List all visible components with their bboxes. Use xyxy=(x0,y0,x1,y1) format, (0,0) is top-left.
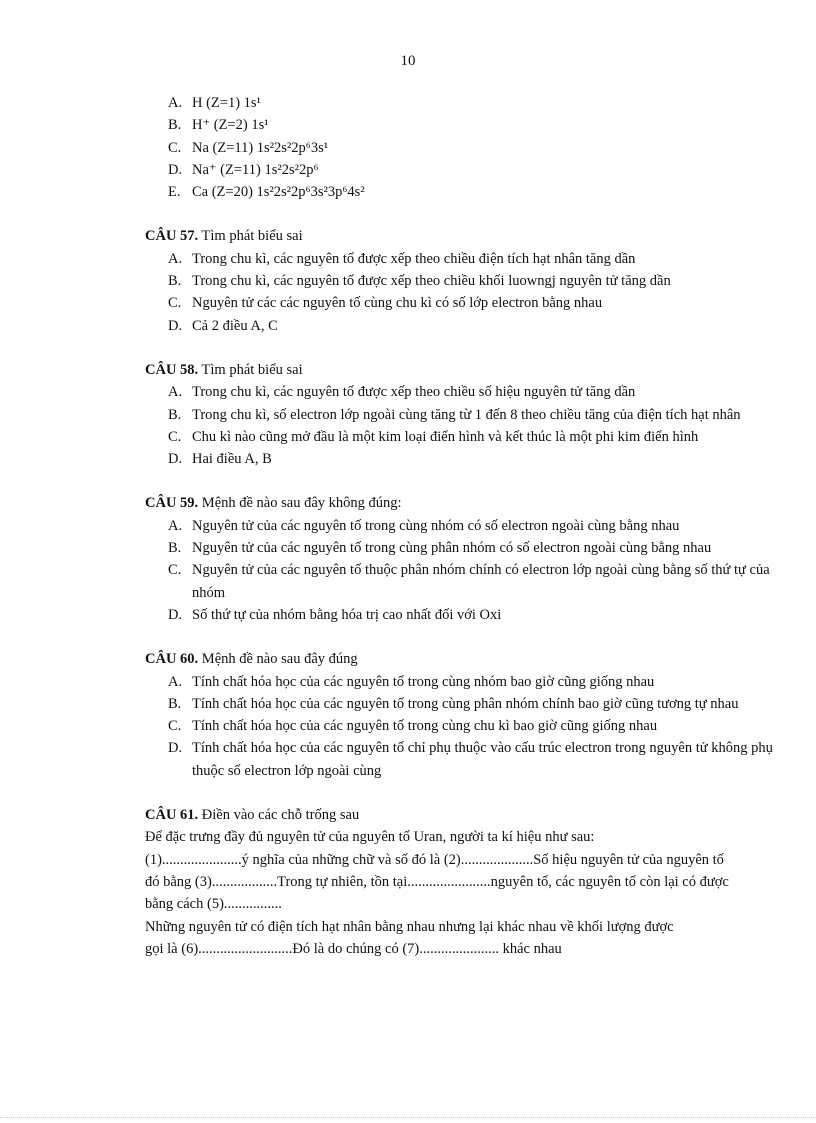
option-letter: A. xyxy=(168,95,183,111)
fill-in-line: gọi là (6)..........................Đó là do chúng có (7)...................... khác nhau xyxy=(145,940,562,957)
question-prompt: Điền vào các chỗ trống sau xyxy=(201,807,360,824)
option-text: Trong chu kì, các nguyên tố được xếp theo chiều điện tích hạt nhân tăng dần xyxy=(192,250,636,267)
option-letter: A. xyxy=(168,384,183,401)
option-text: H (Z=1) 1s¹ xyxy=(192,95,261,111)
option-text: Na⁺ (Z=11) 1s²2s²2p⁶ xyxy=(192,161,319,178)
question-prompt: Mệnh đề nào sau đây đúng xyxy=(201,651,358,668)
fill-in-line: (1)......................ý nghĩa của những chữ và số đó là (2)....................Số hiệu nguyên tử của nguyên tố xyxy=(145,851,724,868)
question-label: CÂU 60. xyxy=(145,651,199,668)
option-text: Tính chất hóa học của các nguyên tố trong cùng nhóm bao giờ cũng giống nhau xyxy=(192,673,655,690)
option-text: Na (Z=11) 1s²2s²2p⁶3s¹ xyxy=(192,139,329,156)
question-57 xyxy=(145,225,775,336)
option-d xyxy=(145,159,775,181)
question-prompt: Tìm phát biểu sai xyxy=(201,228,303,245)
option-letter: B. xyxy=(168,695,182,712)
option-b xyxy=(145,537,775,559)
question-59 xyxy=(145,492,775,626)
option-c xyxy=(145,715,775,737)
question-heading xyxy=(145,804,775,826)
option-b xyxy=(145,114,775,136)
option-b xyxy=(145,693,775,715)
option-text: Tính chất hóa học của các nguyên tố trong cùng phân nhóm chính bao giờ cũng tương tự nhau xyxy=(192,695,739,712)
option-letter: A. xyxy=(168,673,183,690)
option-a xyxy=(145,515,775,537)
option-letter: B. xyxy=(168,117,182,134)
fill-in-line: Để đặc trưng đầy đủ nguyên tử của nguyên tố Uran, người ta kí hiệu như sau: xyxy=(145,829,595,846)
option-letter: A. xyxy=(168,250,183,267)
option-c xyxy=(145,426,775,448)
option-text: Hai điều A, B xyxy=(192,451,272,468)
option-text: Cả 2 điều A, C xyxy=(192,317,278,334)
question-61 xyxy=(145,804,775,960)
option-text: Số thứ tự của nhóm bằng hóa trị cao nhất đối với Oxi xyxy=(192,606,502,623)
option-letter: B. xyxy=(168,406,182,423)
option-letter: C. xyxy=(168,295,182,312)
fill-in-line: đó bằng (3)..................Trong tự nhiên, tồn tại.......................nguyên tố, các nguyên tố còn lại có được xyxy=(145,873,729,890)
option-b xyxy=(145,270,775,292)
question-heading xyxy=(145,359,775,381)
option-text: Trong chu kì, số electron lớp ngoài cùng tăng từ 1 đến 8 theo chiều tăng của điện tích hạt nhân xyxy=(192,406,741,423)
option-letter: A. xyxy=(168,517,183,534)
page-number: 10 xyxy=(400,53,416,69)
question-heading xyxy=(145,648,775,670)
top-options xyxy=(145,92,775,203)
question-heading xyxy=(145,225,775,247)
option-letter: D. xyxy=(168,161,183,178)
option-letter: E. xyxy=(168,184,181,201)
option-text: Tính chất hóa học của các nguyên tố trong cùng chu kì bao giờ cũng giống nhau xyxy=(192,718,658,735)
option-letter: D. xyxy=(168,317,183,334)
option-d xyxy=(145,604,775,626)
option-text: Trong chu kì, các nguyên tố được xếp theo chiều số hiệu nguyên tử tăng dần xyxy=(192,384,636,401)
option-d xyxy=(145,448,775,470)
option-b xyxy=(145,404,775,426)
option-text: Ca (Z=20) 1s²2s²2p⁶3s²3p⁶4s² xyxy=(192,184,365,201)
option-letter: C. xyxy=(168,562,182,579)
question-label: CÂU 57. xyxy=(145,228,199,245)
option-letter: B. xyxy=(168,540,182,557)
option-letter: C. xyxy=(168,718,182,735)
option-e xyxy=(145,181,775,203)
option-text: Nguyên tử của các nguyên tố trong cùng phân nhóm có số electron ngoài cùng bằng nhau xyxy=(192,540,712,557)
fill-in-line: bằng cách (5)................ xyxy=(145,896,282,913)
option-letter: D. xyxy=(168,451,183,468)
question-prompt: Mệnh đề nào sau đây không đúng: xyxy=(201,495,402,512)
option-c xyxy=(145,292,775,314)
page-content xyxy=(145,92,775,960)
option-d xyxy=(145,315,775,337)
question-60 xyxy=(145,648,775,782)
option-a xyxy=(145,248,775,270)
question-label: CÂU 61. xyxy=(145,807,199,824)
option-text: Tính chất hóa học của các nguyên tố chỉ phụ thuộc vào cấu trúc electron trong nguyên tử không phụ thuộc số electron lớp ngoài cùng xyxy=(192,740,773,779)
option-letter: D. xyxy=(168,606,183,623)
option-text: Nguyên tử của các nguyên tố trong cùng nhóm có số electron ngoài cùng bằng nhau xyxy=(192,517,680,534)
option-d xyxy=(145,737,775,782)
question-heading xyxy=(145,492,775,514)
option-c xyxy=(145,137,775,159)
question-58 xyxy=(145,359,775,470)
option-a xyxy=(145,671,775,693)
option-text: Nguyên tử của các nguyên tố thuộc phân nhóm chính có electron lớp ngoài cùng bằng số thứ tự của nhóm xyxy=(192,562,770,601)
option-a xyxy=(145,92,775,114)
option-a xyxy=(145,381,775,403)
option-text: Trong chu kì, các nguyên tố được xếp theo chiều khối luowngj nguyên tử tăng dần xyxy=(192,273,671,290)
fill-in-line: Những nguyên tử có điện tích hạt nhân bằng nhau nhưng lại khác nhau về khối lượng được xyxy=(145,918,674,935)
page-bottom-rule xyxy=(0,1117,816,1118)
option-c xyxy=(145,559,775,604)
option-text: Chu kì nào cũng mở đầu là một kim loại điển hình và kết thúc là một phi kim điển hình xyxy=(192,428,699,445)
option-letter: B. xyxy=(168,273,182,290)
question-label: CÂU 59. xyxy=(145,495,199,512)
question-prompt: Tìm phát biểu sai xyxy=(201,361,303,378)
option-text: Nguyên tử các các nguyên tố cùng chu kì có số lớp electron bằng nhau xyxy=(192,295,603,312)
option-letter: D. xyxy=(168,740,183,757)
option-text: H⁺ (Z=2) 1s¹ xyxy=(192,117,269,134)
option-letter: C. xyxy=(168,428,182,445)
question-label: CÂU 58. xyxy=(145,361,199,378)
option-letter: C. xyxy=(168,139,182,156)
